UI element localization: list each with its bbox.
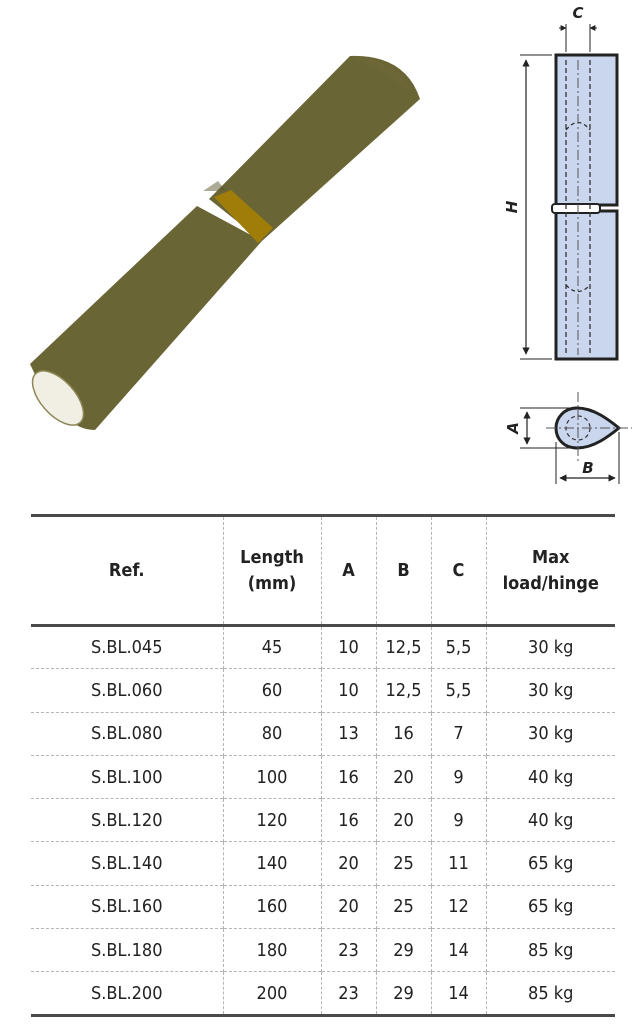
cell-length: 80 <box>223 712 321 755</box>
table-row <box>31 885 615 928</box>
side-view-diagram <box>503 4 617 359</box>
header-length-line2: (mm) <box>247 572 297 594</box>
header-ref-label: Ref. <box>108 559 145 581</box>
cell-c: 11 <box>431 842 486 885</box>
dimension-b-label: B <box>582 459 594 477</box>
cell-ref: S.BL.100 <box>31 755 223 798</box>
cell-ref: S.BL.080 <box>31 712 223 755</box>
cell-c: 7 <box>431 712 486 755</box>
cell-max-load: 30 kg <box>486 712 615 755</box>
table-row <box>31 755 615 798</box>
cell-c: 14 <box>431 972 486 1015</box>
table-row <box>31 712 615 755</box>
header-load-line1: Max <box>532 546 570 568</box>
header-c <box>431 516 486 626</box>
header-length <box>223 516 321 626</box>
dimension-h-label: H <box>503 200 521 214</box>
table-row <box>31 929 615 972</box>
cell-c: 5,5 <box>431 669 486 712</box>
cell-max-load: 65 kg <box>486 842 615 885</box>
bottom-hinge-leaf <box>556 211 617 359</box>
dimension-c-label: C <box>572 4 584 22</box>
header-a-label: A <box>342 559 355 581</box>
header-a <box>321 516 376 626</box>
cell-b: 25 <box>376 842 431 885</box>
table-row <box>31 842 615 885</box>
cell-a: 10 <box>321 626 376 669</box>
top-hinge-leaf <box>556 55 617 205</box>
cell-a: 23 <box>321 929 376 972</box>
header-load-line2: load/hinge <box>502 572 599 594</box>
cell-c: 5,5 <box>431 626 486 669</box>
cell-max-load: 65 kg <box>486 885 615 928</box>
cell-ref: S.BL.180 <box>31 929 223 972</box>
cell-b: 25 <box>376 885 431 928</box>
cell-max-load: 40 kg <box>486 755 615 798</box>
hinge-spec-table <box>31 514 615 1017</box>
cell-max-load: 85 kg <box>486 972 615 1015</box>
cell-ref: S.BL.060 <box>31 669 223 712</box>
table-row <box>31 626 615 669</box>
cell-length: 160 <box>223 885 321 928</box>
cell-b: 16 <box>376 712 431 755</box>
cell-length: 200 <box>223 972 321 1015</box>
cell-length: 45 <box>223 626 321 669</box>
cell-max-load: 30 kg <box>486 669 615 712</box>
cell-c: 12 <box>431 885 486 928</box>
cell-length: 140 <box>223 842 321 885</box>
header-c-label: C <box>452 559 465 581</box>
table-row <box>31 799 615 842</box>
cell-c: 9 <box>431 755 486 798</box>
cell-length: 100 <box>223 755 321 798</box>
cell-max-load: 85 kg <box>486 929 615 972</box>
cell-a: 16 <box>321 799 376 842</box>
cell-ref: S.BL.140 <box>31 842 223 885</box>
cell-ref: S.BL.200 <box>31 972 223 1015</box>
cell-max-load: 40 kg <box>486 799 615 842</box>
hinge-photo <box>23 56 420 434</box>
cell-c: 14 <box>431 929 486 972</box>
table-header <box>31 516 615 626</box>
cross-section-diagram <box>504 392 632 484</box>
header-ref <box>31 516 223 626</box>
dimension-a-label: A <box>504 422 522 434</box>
cell-a: 20 <box>321 842 376 885</box>
cell-b: 29 <box>376 929 431 972</box>
cell-length: 60 <box>223 669 321 712</box>
cell-length: 180 <box>223 929 321 972</box>
cell-b: 20 <box>376 755 431 798</box>
cell-b: 12,5 <box>376 626 431 669</box>
cell-length: 120 <box>223 799 321 842</box>
table-body <box>31 626 615 1016</box>
cell-a: 13 <box>321 712 376 755</box>
cell-ref: S.BL.120 <box>31 799 223 842</box>
cell-c: 9 <box>431 799 486 842</box>
cell-a: 23 <box>321 972 376 1015</box>
header-b-label: B <box>397 559 410 581</box>
cell-max-load: 30 kg <box>486 626 615 669</box>
header-b <box>376 516 431 626</box>
cell-ref: S.BL.160 <box>31 885 223 928</box>
cell-a: 10 <box>321 669 376 712</box>
product-illustration <box>0 0 639 500</box>
table-row <box>31 669 615 712</box>
header-row <box>31 516 615 626</box>
table-row <box>31 972 615 1015</box>
cell-a: 20 <box>321 885 376 928</box>
cell-a: 16 <box>321 755 376 798</box>
cell-b: 12,5 <box>376 669 431 712</box>
header-length-line1: Length <box>240 546 304 568</box>
header-max-load <box>486 516 615 626</box>
cell-b: 20 <box>376 799 431 842</box>
cell-ref: S.BL.045 <box>90 637 163 659</box>
cell-b: 29 <box>376 972 431 1015</box>
